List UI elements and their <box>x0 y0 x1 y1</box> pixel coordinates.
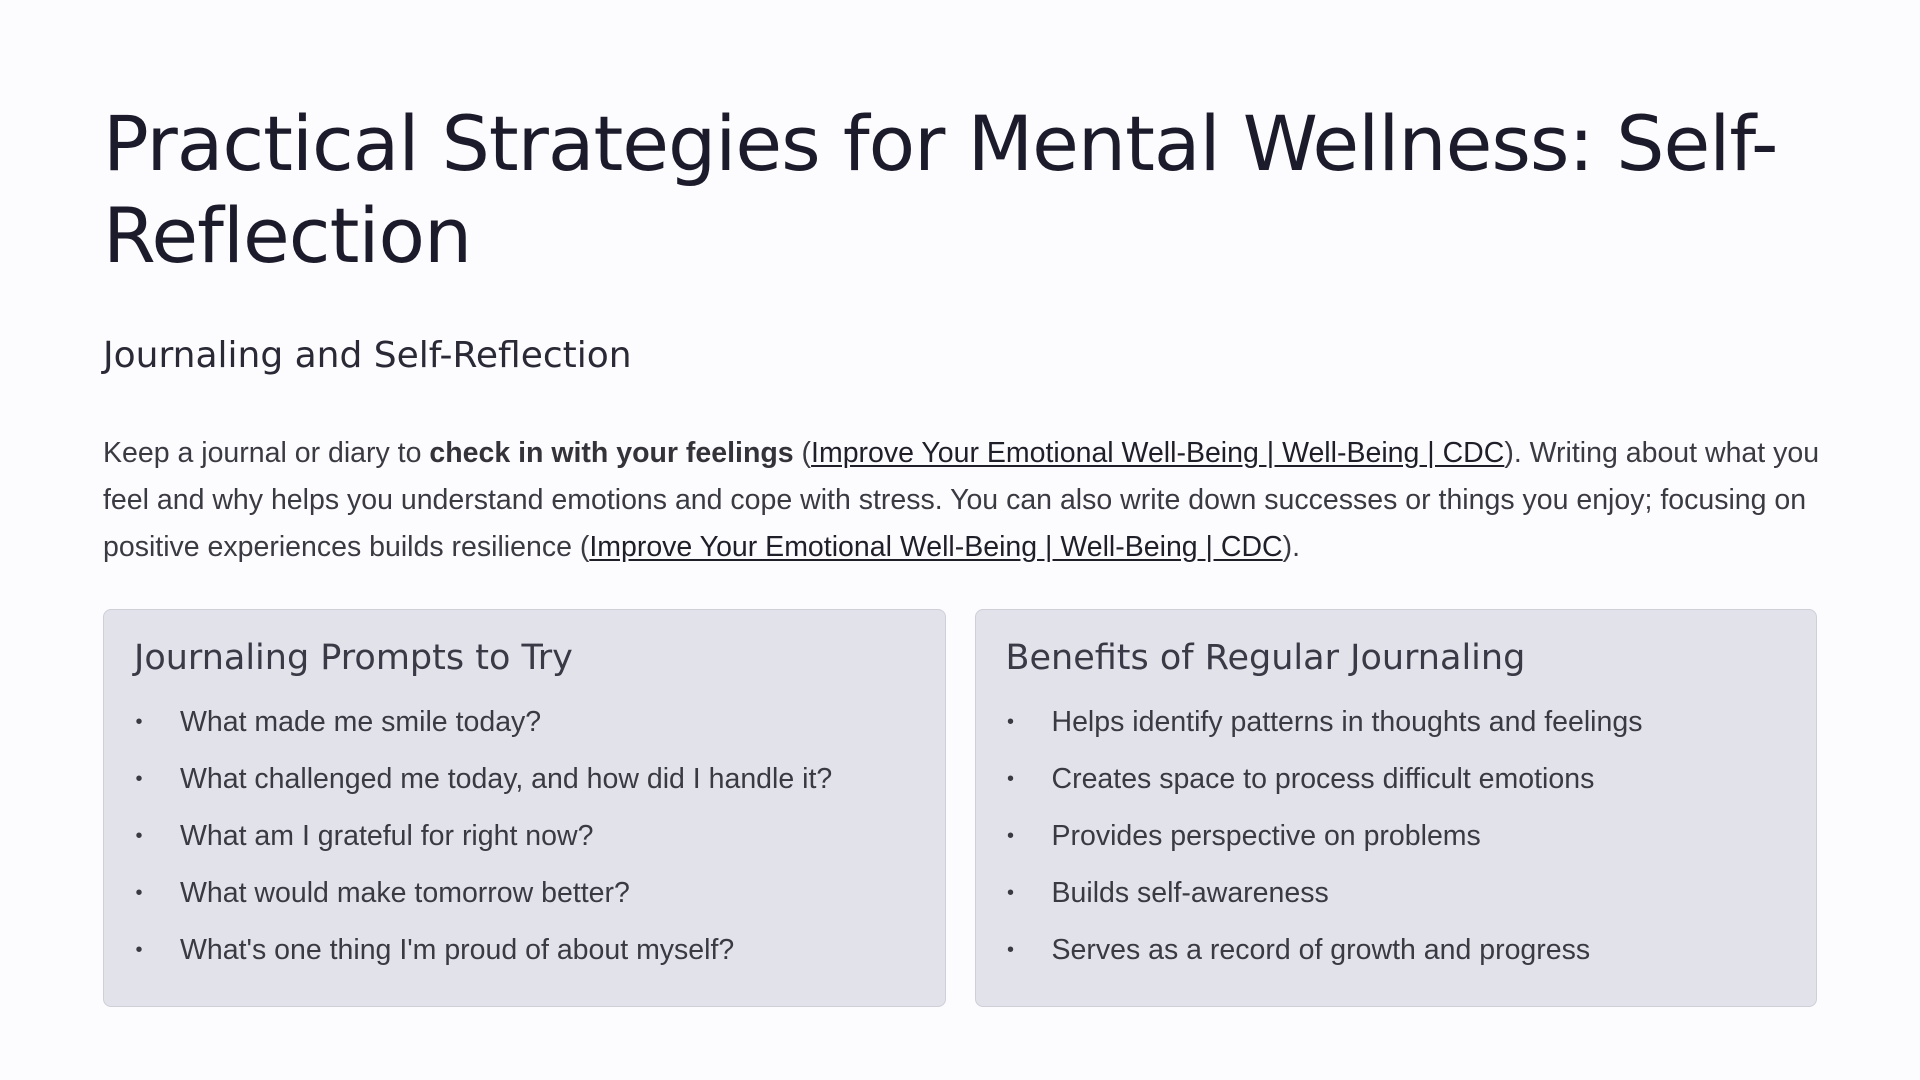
bullet-icon: • <box>135 768 143 790</box>
cdc-link-2[interactable]: Improve Your Emotional Well-Being | Well-Being | CDC <box>589 531 1283 563</box>
list-item-text: Helps identify patterns in thoughts and feelings <box>1051 706 1643 738</box>
prompts-list <box>134 694 915 979</box>
benefits-card <box>975 609 1818 1007</box>
list-item-text: What's one thing I'm proud of about myself? <box>180 934 735 966</box>
intro-text-2: ( <box>793 437 812 469</box>
list-item-text: What am I grateful for right now? <box>180 820 594 852</box>
bullet-icon: • <box>1006 768 1014 790</box>
list-item <box>1006 865 1787 922</box>
bullet-icon: • <box>135 882 143 904</box>
intro-bold-text: check in with your feelings <box>429 437 794 469</box>
bullet-icon: • <box>1006 882 1014 904</box>
cards-row <box>103 609 1817 1007</box>
list-item-text: What challenged me today, and how did I handle it? <box>180 763 833 795</box>
list-item <box>134 694 915 751</box>
list-item-text: Provides perspective on problems <box>1051 820 1481 852</box>
page-title: Practical Strategies for Mental Wellness: Self-Reflection <box>103 99 1778 280</box>
bullet-icon: • <box>1006 939 1014 961</box>
bullet-icon: • <box>1006 825 1014 847</box>
prompts-card-title: Journaling Prompts to Try <box>134 638 573 678</box>
list-item <box>134 865 915 922</box>
list-item-text: Builds self-awareness <box>1051 877 1329 909</box>
section-heading: Journaling and Self-Reflection <box>103 335 632 376</box>
list-item <box>134 808 915 865</box>
cdc-link-1[interactable]: Improve Your Emotional Well-Being | Well-Being | CDC <box>811 437 1505 469</box>
intro-text-4: ). <box>1282 531 1301 563</box>
bullet-icon: • <box>135 711 143 733</box>
list-item-text: Serves as a record of growth and progress <box>1051 934 1591 966</box>
intro-text-3: ). Writing about what you feel and why helps you understand emotions and cope with stress. You can also write down successes or things you enjoy; focusing on positive experiences builds resilience ( <box>103 437 1820 563</box>
list-item <box>1006 808 1787 865</box>
list-item <box>134 922 915 979</box>
list-item-text: Creates space to process difficult emotions <box>1051 763 1595 795</box>
benefits-list <box>1006 694 1787 979</box>
bullet-icon: • <box>135 939 143 961</box>
prompts-card <box>103 609 946 1007</box>
benefits-card-title: Benefits of Regular Journaling <box>1005 638 1526 678</box>
bullet-icon: • <box>135 825 143 847</box>
list-item <box>1006 922 1787 979</box>
list-item-text: What would make tomorrow better? <box>180 877 630 909</box>
list-item <box>134 751 915 808</box>
list-item <box>1006 751 1787 808</box>
bullet-icon: • <box>1006 711 1014 733</box>
intro-text-1: Keep a journal or diary to <box>103 437 430 469</box>
intro-paragraph <box>103 430 1823 571</box>
list-item-text: What made me smile today? <box>180 706 542 738</box>
list-item <box>1006 694 1787 751</box>
